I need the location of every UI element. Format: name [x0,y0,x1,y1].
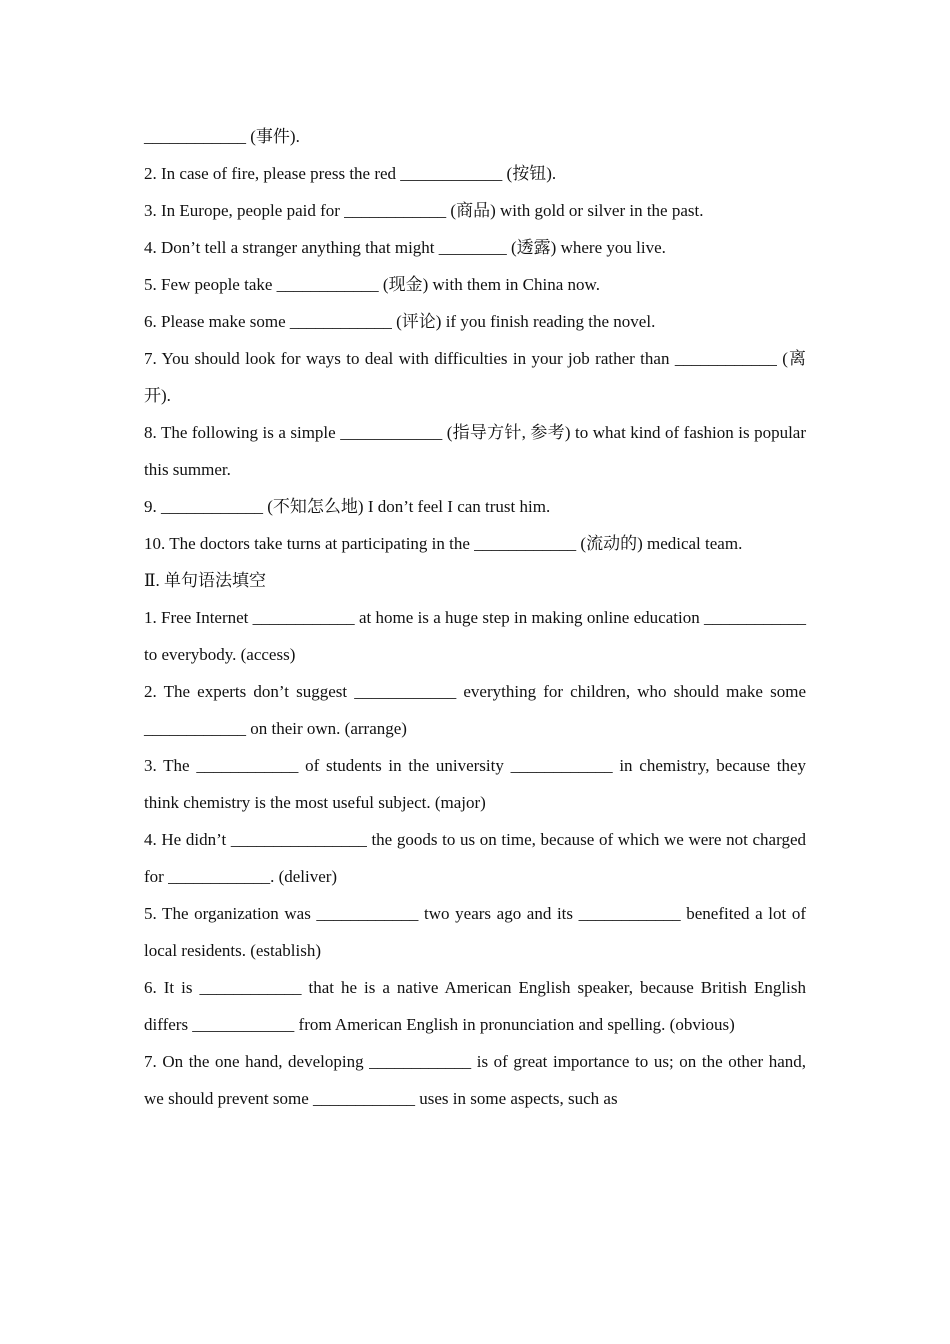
s2-question-2: 2. The experts don’t suggest ____________ everything for children, who should make some ____________ on their own. (arrange) [144,682,811,738]
s1-continuation: ____________ (事件). [144,127,300,146]
s1-question-8: 8. The following is a simple ____________ (指导方针, 参考) to what kind of fashion is popular this summer. [144,423,811,479]
s2-question-6: 6. It is ____________ that he is a native American English speaker, because British English differs ____________ from American English in pronunciation and spelling. (obvious) [144,978,811,1034]
section-2-title: Ⅱ. 单句语法填空 [144,571,267,590]
s2-question-7: 7. On the one hand, developing ____________ is of great importance to us; on the other hand, we should prevent some ____________ uses in some aspects, such as [144,1052,811,1108]
s1-question-2: 2. In case of fire, please press the red ____________ (按钮). [144,164,557,183]
s1-question-4: 4. Don’t tell a stranger anything that might ________ (透露) where you live. [144,238,666,257]
s2-question-5: 5. The organization was ____________ two years ago and its ____________ benefited a lot of local residents. (establish) [144,904,811,960]
s2-question-3: 3. The ____________ of students in the university ____________ in chemistry, because they think chemistry is the most useful subject. (major) [144,756,811,812]
s1-question-3: 3. In Europe, people paid for ____________ (商品) with gold or silver in the past. [144,201,704,220]
s2-question-1: 1. Free Internet ____________ at home is a huge step in making online education ____________ to everybody. (access) [144,608,811,664]
s1-question-10: 10. The doctors take turns at participating in the ____________ (流动的) medical team. [144,534,743,553]
s1-question-5: 5. Few people take ____________ (现金) with them in China now. [144,275,600,294]
s2-question-4: 4. He didn’t ________________ the goods to us on time, because of which we were not charged for ____________. (deliver) [144,830,811,886]
s1-question-6: 6. Please make some ____________ (评论) if you finish reading the novel. [144,312,656,331]
s1-question-7: 7. You should look for ways to deal with difficulties in your job rather than ____________ (离开). [144,349,806,405]
s1-question-9: 9. ____________ (不知怎么地) I don’t feel I can trust him. [144,497,551,516]
document-page [144,118,811,1117]
